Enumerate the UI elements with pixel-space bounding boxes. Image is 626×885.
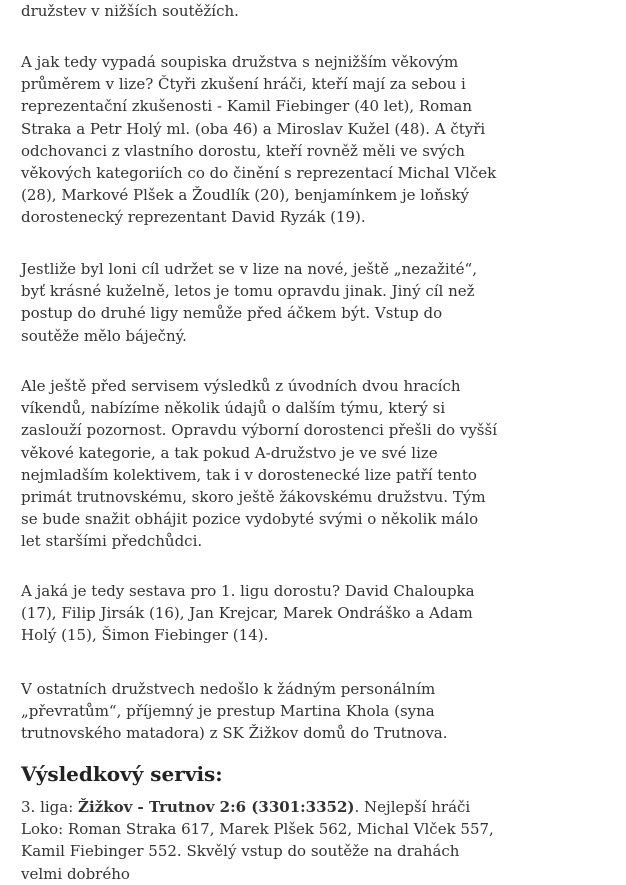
results-heading: Výsledkový servis: bbox=[21, 762, 223, 786]
paragraph: družstev v nižších soutěžích. bbox=[21, 2, 239, 20]
paragraph: A jaká je tedy sestava pro 1. ligu dorostu? David Chaloupka (17), Filip Jirsák (16), Jan Krejcar, Marek Ondráško a Adam Holý (15), Šimon Fiebinger (14). bbox=[21, 582, 475, 645]
paragraph: Jestliže byl loni cíl udržet se v lize na nové, ještě „nezažité“, byť krásné kuželně, letos je tomu opravdu jinak. Jiný cíl než postup do druhé ligy nemůže před áčkem být. Vstup do soutěže mělo báječný. bbox=[21, 260, 477, 345]
results-league: 3. liga: bbox=[21, 798, 79, 816]
paragraph: Ale ještě před servisem výsledků z úvodních dvou hracích víkendů, nabízíme několik údajů o dalším týmu, který si zaslouží pozornost. Opravdu výborní dorostenci přešli do vyšší věkové kategorie, a tak pokud A-družstvo je ve své lize nejmladším kolektivem, tak i v dorostenecké lize patří tento primát trutnovskému, skoro ještě žákovskému družstvu. Tým se bude snažit obhájit pozice vydobyté svými o několik málo let staršími předchůdci. bbox=[21, 377, 498, 551]
results-text: . Nejlepší hráči Loko: Roman Straka 617, Marek Plšek 562, Michal Vlček 557, Kamil Fiebinger 552. Skvělý vstup do soutěže na drahách velmi dobrého bbox=[21, 798, 494, 883]
paragraph: V ostatních družstvech nedošlo k žádným personálním „převratům“, příjemný je prestup Martina Khola (syna trutnovského matadora) z SK Žižkov domů do Trutnova. bbox=[21, 680, 448, 743]
results-score: Žižkov - Trutnov 2:6 (3301:3352) bbox=[78, 798, 355, 816]
results-paragraph bbox=[21, 796, 501, 885]
paragraph: A jak tedy vypadá soupiska družstva s nejnižším věkovým průměrem v lize? Čtyři zkušení hráči, kteří mají za sebou i reprezentační zkušenosti - Kamil Fiebinger (40 let), Roman Straka a Petr Holý ml. (oba 46) a Miroslav Kužel (48). A čtyři odchovanci z vlastního dorostu, kteří rovněž měli ve svých věkových kategoriích co do činění s reprezentací Michal Vlček (28), Markové Plšek a Žoudlík (20), benjamínkem je loňský dorostenecký reprezentant David Ryzák (19). bbox=[21, 53, 497, 227]
